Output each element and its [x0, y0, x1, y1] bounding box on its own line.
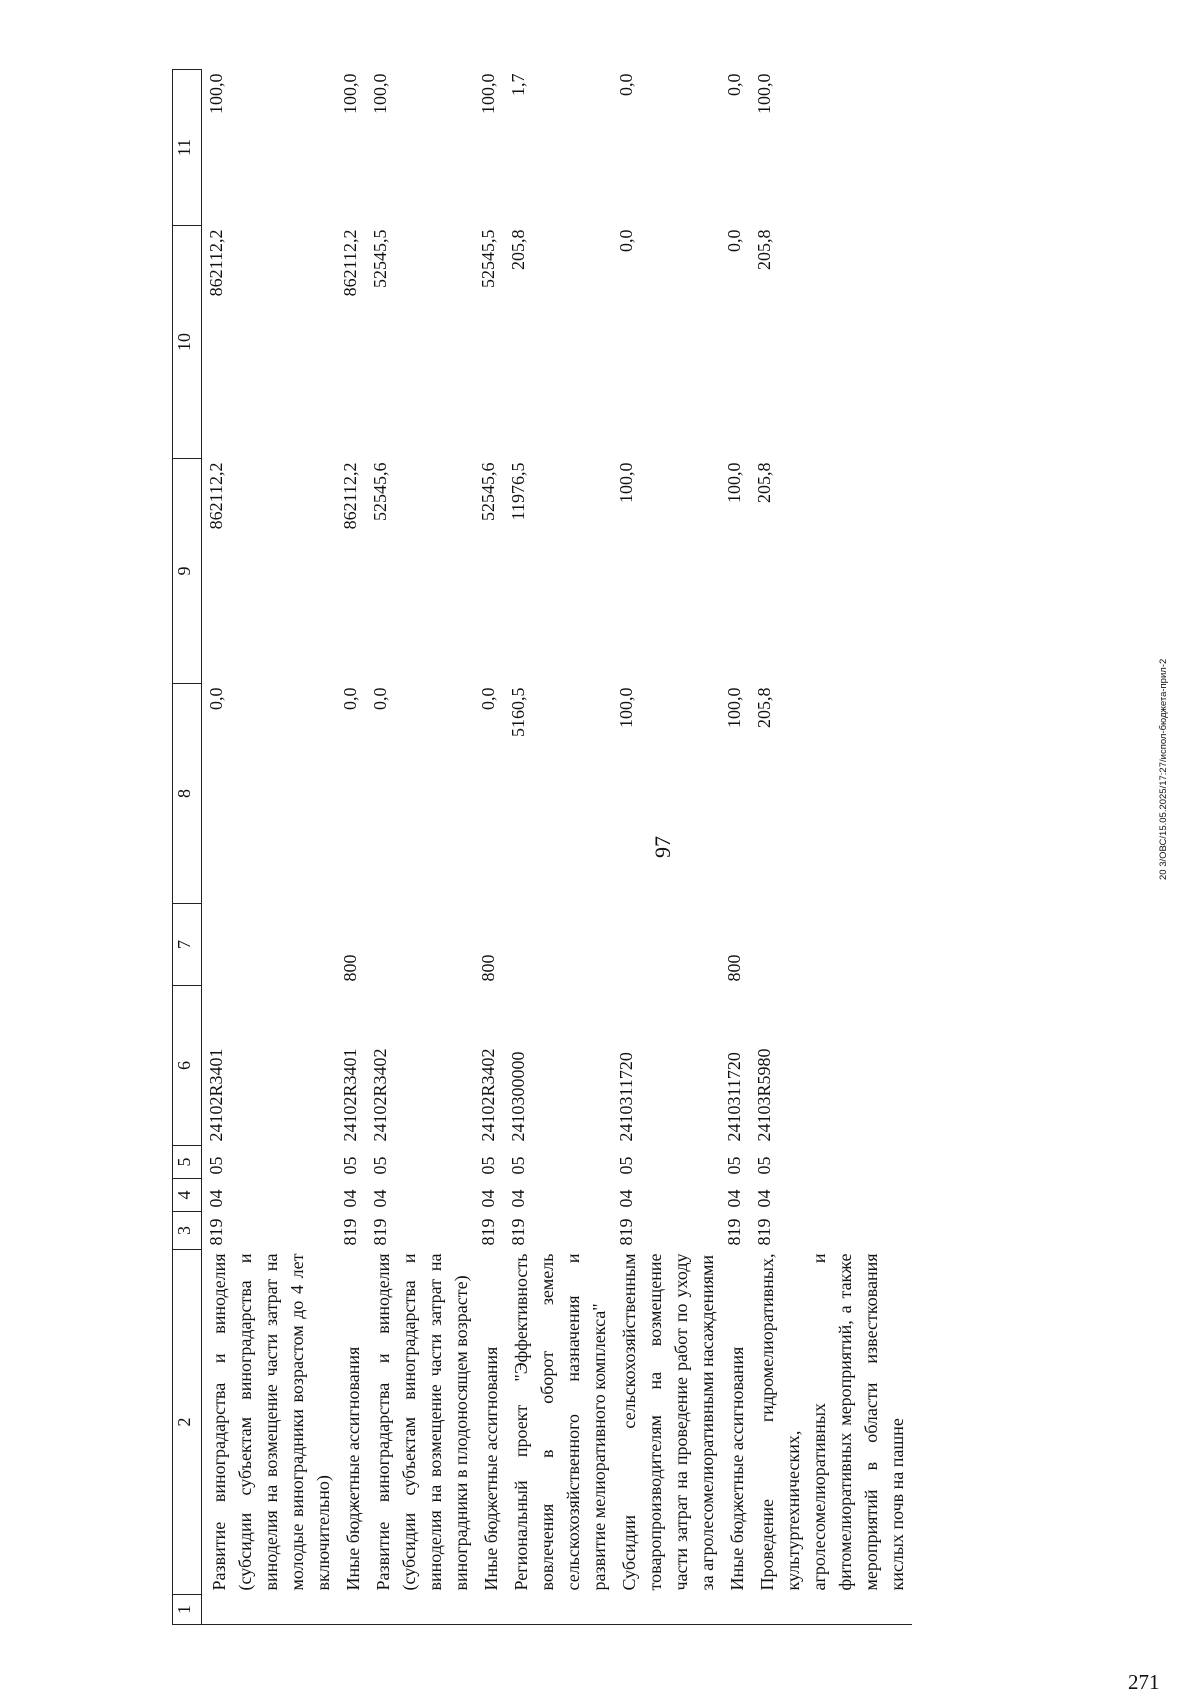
cell-target-code: 2410311720: [724, 1052, 744, 1142]
cell-ministry: 819: [478, 1218, 498, 1246]
cell-description: Иные бюджетные ассигнования: [343, 1346, 363, 1591]
cell-col-11: 100,0: [340, 73, 360, 114]
cell-col-10: 52545,5: [370, 229, 390, 288]
cell-expense-type: [368, 904, 476, 986]
cell-target-code: 24102R3402: [478, 1048, 498, 1142]
cell-target-code: 2410300000: [508, 1051, 528, 1142]
header-col-1: 1: [173, 1595, 202, 1625]
cell-section: 04: [508, 1189, 528, 1208]
cell-col-8: 0,0: [370, 687, 390, 710]
cell-expense-type: [506, 904, 614, 986]
header-col-6: 6: [173, 986, 202, 1146]
cell-description: Развитие виноградарства и виноделия (субсидии субъектам виноградарства и виноделия на возмещение части затрат на молодые виноградники возрастом до 4 лет включительно): [209, 1253, 333, 1591]
cell-col-8: 5160,5: [508, 687, 528, 737]
cell-description: Иные бюджетные ассигнования: [727, 1346, 747, 1591]
cell-description: Субсидии сельскохозяйственным товаропроизводителям на возмещение части затрат на проведение работ по уходу за агролесомелиоративными насаждениями: [619, 1253, 717, 1591]
cell-ministry: 819: [616, 1218, 636, 1246]
cell-col-9: 52545,6: [478, 462, 498, 521]
cell-section: 04: [754, 1189, 774, 1208]
cell-description: Развитие виноградарства и виноделия (субсидии субъектам виноградарства и виноделия на возмещение части затрат на виноградники в плодоносящем возрасте): [373, 1253, 471, 1591]
cell-description: Иные бюджетные ассигнования: [481, 1346, 501, 1591]
cell-col-1: [722, 1595, 752, 1625]
header-col-7: 7: [173, 904, 202, 986]
header-col-9: 9: [173, 459, 202, 684]
cell-col-1: [202, 1595, 339, 1625]
cell-ministry: 819: [754, 1218, 774, 1246]
cell-col-11: 100,0: [206, 73, 226, 114]
header-col-10: 10: [173, 226, 202, 459]
cell-section: 04: [724, 1189, 744, 1208]
cell-col-8: 0,0: [478, 687, 498, 710]
cell-col-9: 100,0: [724, 462, 744, 503]
cell-subsection: 05: [616, 1156, 636, 1175]
table-row: [202, 70, 339, 1625]
cell-col-8: 205,8: [754, 687, 774, 728]
budget-table: [172, 69, 912, 1625]
cell-description: Проведение гидромелиоративных, культуртехнических, агролесомелиоративных и фитомелиоративных мероприятий, а также мероприятий в области известкования кислых почв на пашне: [757, 1253, 907, 1591]
cell-target-code: 2410311720: [616, 1052, 636, 1142]
cell-col-11: 1,7: [508, 73, 528, 96]
header-col-2: 2: [173, 1250, 202, 1595]
cell-ministry: 819: [370, 1218, 390, 1246]
table-row: [476, 70, 506, 1625]
header-col-4: 4: [173, 1179, 202, 1212]
cell-col-11: 100,0: [754, 73, 774, 114]
cell-subsection: 05: [206, 1156, 226, 1175]
cell-expense-type: [752, 904, 912, 986]
table-row: [506, 70, 614, 1625]
cell-col-11: 0,0: [724, 73, 744, 96]
cell-ministry: 819: [340, 1218, 360, 1246]
cell-description: Региональный проект "Эффективность вовлечения в оборот земель сельскохозяйственного назначения и развитие мелиоративного комплекса": [511, 1253, 609, 1591]
cell-col-1: [476, 1595, 506, 1625]
cell-col-10: 205,8: [508, 229, 528, 270]
cell-col-8: 0,0: [340, 687, 360, 710]
cell-col-11: 100,0: [370, 73, 390, 114]
cell-subsection: 05: [724, 1156, 744, 1175]
cell-col-11: 0,0: [616, 73, 636, 96]
rotated-table-container: [172, 70, 1027, 1625]
header-col-5: 5: [173, 1146, 202, 1179]
page-number-bottom: 271: [1128, 1670, 1160, 1694]
cell-target-code: 24102R3402: [370, 1048, 390, 1142]
cell-target-code: 24102R3401: [340, 1048, 360, 1142]
header-col-11: 11: [173, 70, 202, 226]
header-row: [173, 70, 202, 1625]
cell-col-9: 11976,5: [508, 462, 528, 521]
table-row: [368, 70, 476, 1625]
cell-section: 04: [340, 1189, 360, 1208]
cell-col-1: [614, 1595, 722, 1625]
cell-expense-type: [614, 904, 722, 986]
table-row: [338, 70, 368, 1625]
cell-col-1: [368, 1595, 476, 1625]
cell-section: 04: [370, 1189, 390, 1208]
cell-target-code: 24102R3401: [206, 1048, 226, 1142]
cell-col-10: 862112,2: [340, 229, 360, 297]
cell-col-9: 862112,2: [206, 462, 226, 530]
cell-col-1: [338, 1595, 368, 1625]
cell-col-11: 100,0: [478, 73, 498, 114]
cell-expense-type: 800: [340, 954, 360, 982]
cell-subsection: 05: [754, 1156, 774, 1175]
cell-col-9: 862112,2: [340, 462, 360, 530]
header-col-8: 8: [173, 684, 202, 904]
cell-col-10: 52545,5: [478, 229, 498, 288]
cell-ministry: 819: [724, 1218, 744, 1246]
cell-col-10: 0,0: [616, 229, 636, 252]
cell-col-10: 862112,2: [206, 229, 226, 297]
cell-section: 04: [616, 1189, 636, 1208]
table-row: [752, 70, 912, 1625]
cell-target-code: 24103R5980: [754, 1048, 774, 1142]
cell-col-1: [752, 1595, 912, 1625]
cell-col-9: 52545,6: [370, 462, 390, 521]
page-number-top: 97: [650, 836, 675, 858]
cell-col-10: 205,8: [754, 229, 774, 270]
table-row: [722, 70, 752, 1625]
cell-ministry: 819: [508, 1218, 528, 1246]
cell-col-1: [506, 1595, 614, 1625]
cell-section: 04: [206, 1189, 226, 1208]
cell-col-8: 100,0: [616, 687, 636, 728]
document-stamp: 20 3/ОВС/15.05.2025/17:27/испол-бюджета-прил-2: [1158, 658, 1169, 880]
cell-col-9: 100,0: [616, 462, 636, 503]
header-col-3: 3: [173, 1212, 202, 1250]
cell-subsection: 05: [478, 1156, 498, 1175]
cell-ministry: 819: [206, 1218, 226, 1246]
cell-col-8: 100,0: [724, 687, 744, 728]
cell-subsection: 05: [370, 1156, 390, 1175]
table-row: [614, 70, 722, 1625]
cell-expense-type: 800: [478, 954, 498, 982]
cell-section: 04: [478, 1189, 498, 1208]
cell-col-9: 205,8: [754, 462, 774, 503]
cell-expense-type: 800: [724, 954, 744, 982]
cell-subsection: 05: [340, 1156, 360, 1175]
cell-col-8: 0,0: [206, 687, 226, 710]
cell-col-10: 0,0: [724, 229, 744, 252]
cell-subsection: 05: [508, 1156, 528, 1175]
cell-expense-type: [202, 904, 339, 986]
